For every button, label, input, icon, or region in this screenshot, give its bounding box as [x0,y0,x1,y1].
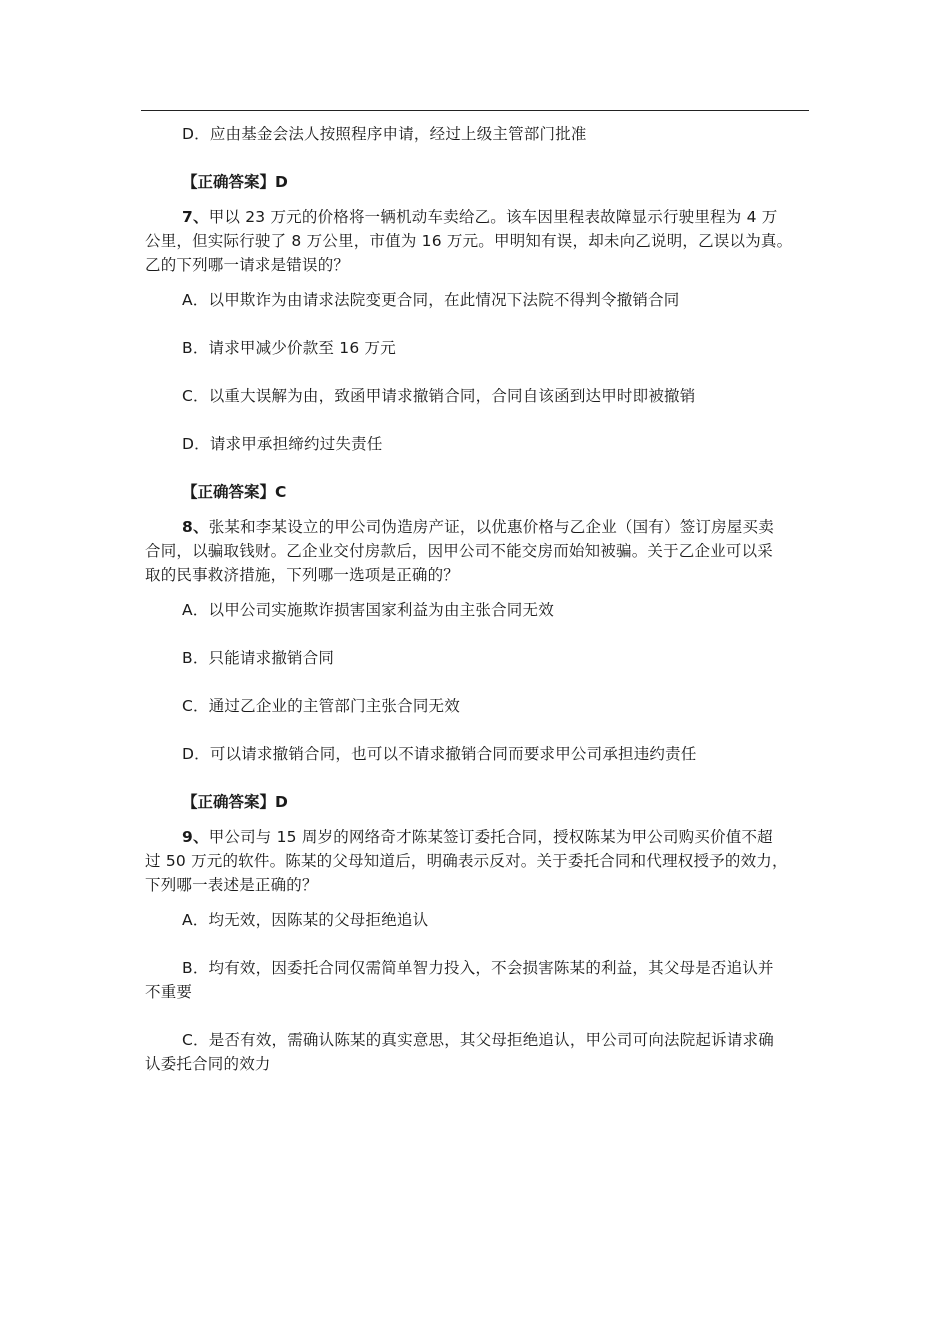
question-line [145,539,809,563]
question-text: 过 50 万元的软件。陈某的父母知道后，明确表示反对。关于委托合同和代理权授予的效力， [145,852,788,870]
option-line: B．请求甲减少价款至 16 万元 [182,339,396,357]
question-number: 8、 [182,518,209,536]
question-line [145,825,809,849]
answer-line [145,480,809,504]
question-text: 下列哪一表述是正确的？ [145,876,318,894]
option-line: A．以甲欺诈为由请求法院变更合同，在此情况下法院不得判令撤销合同 [182,291,680,309]
option-block [145,956,809,1004]
option-block [145,122,809,146]
option-block [145,646,809,670]
option-block [145,694,809,718]
option-line: D．应由基金会法人按照程序申请，经过上级主管部门批准 [182,125,587,143]
question-text: 张某和李某设立的甲公司伪造房产证，以优惠价格与乙企业（国有）签订房屋买卖 [208,518,774,536]
option-line: C．通过乙企业的主管部门主张合同无效 [182,697,460,715]
correct-answer: 【正确答案】D [182,173,288,191]
option-block [145,742,809,766]
question-text: 取的民事救济措施，下列哪一选项是正确的？ [145,566,460,584]
question-line [145,849,809,873]
question-block [145,515,809,587]
question-line [145,873,809,897]
option-block [145,336,809,360]
option-line: B．只能请求撤销合同 [182,649,335,667]
option-block [145,908,809,932]
question-text: 公里，但实际行驶了 8 万公里，市值为 16 万元。甲明知有误，却未向乙说明，乙误以为真。 [145,232,793,250]
option-block [145,1028,809,1076]
option-line: C．是否有效，需确认陈某的真实意思，其父母拒绝追认，甲公司可向法院起诉请求确 [182,1031,774,1049]
question-line [145,515,809,539]
option-block [145,598,809,622]
answer-line [145,790,809,814]
option-block [145,432,809,456]
option-line: A．均无效，因陈某的父母拒绝追认 [182,911,429,929]
question-text: 合同，以骗取钱财。乙企业交付房款后，因甲公司不能交房而始知被骗。关于乙企业可以采 [145,542,774,560]
header-rule [141,110,809,111]
question-line [145,205,809,229]
correct-answer: 【正确答案】C [182,483,287,501]
option-line: 不重要 [145,983,193,1001]
option-line: C．以重大误解为由，致函甲请求撤销合同，合同自该函到达甲时即被撤销 [182,387,696,405]
option-line: D．请求甲承担缔约过失责任 [182,435,383,453]
question-text: 甲以 23 万元的价格将一辆机动车卖给乙。该车因里程表故障显示行驶里程为 4 万 [208,208,778,226]
question-text: 甲公司与 15 周岁的网络奇才陈某签订委托合同，授权陈某为甲公司购买价值不超 [208,828,773,846]
document-body [145,122,809,1076]
question-number: 7、 [182,208,209,226]
question-block [145,205,809,277]
answer-line [145,170,809,194]
question-line [145,563,809,587]
option-line: A．以甲公司实施欺诈损害国家利益为由主张合同无效 [182,601,554,619]
option-line: 认委托合同的效力 [145,1055,271,1073]
question-line [145,229,809,253]
option-block [145,288,809,312]
option-line: D．可以请求撤销合同，也可以不请求撤销合同而要求甲公司承担违约责任 [182,745,697,763]
question-text: 乙的下列哪一请求是错误的？ [145,256,350,274]
option-block [145,384,809,408]
correct-answer: 【正确答案】D [182,793,288,811]
question-number: 9、 [182,828,209,846]
question-line [145,253,809,277]
option-line: B．均有效，因委托合同仅需简单智力投入，不会损害陈某的利益，其父母是否追认并 [182,959,774,977]
question-block [145,825,809,897]
